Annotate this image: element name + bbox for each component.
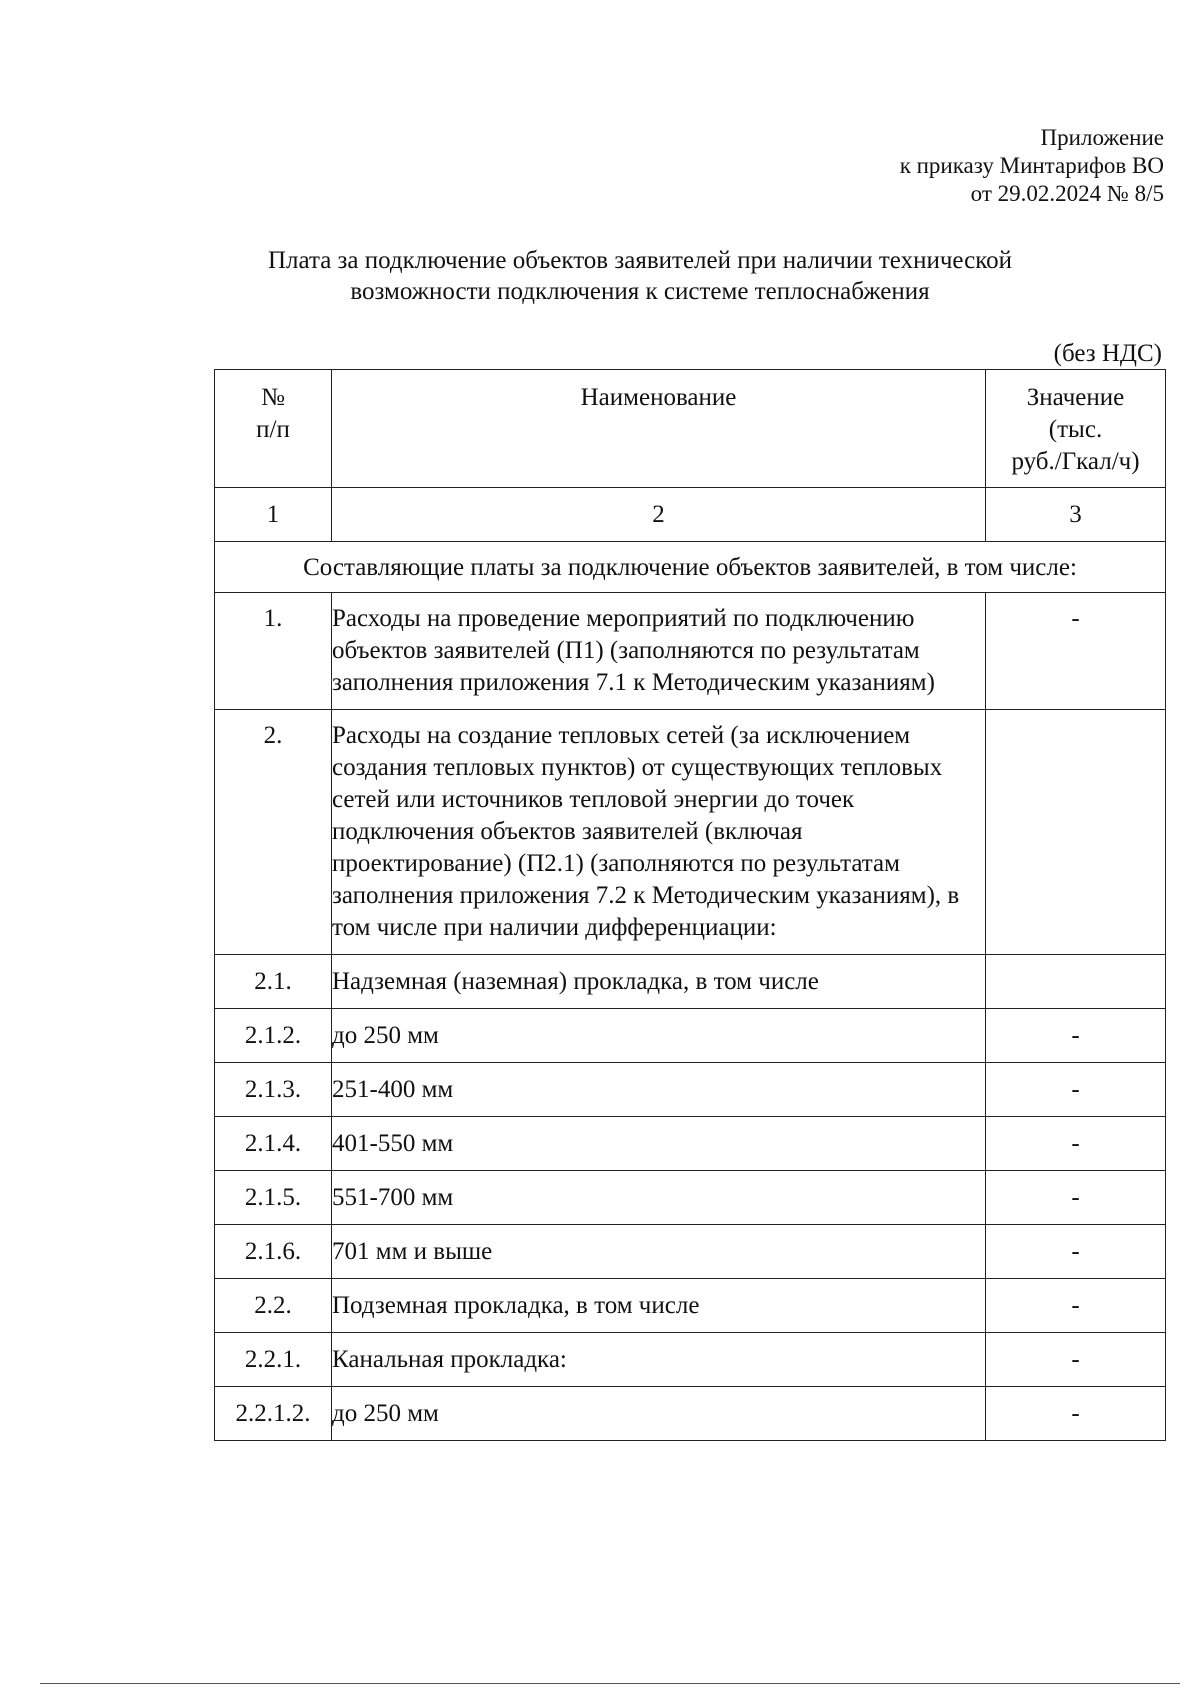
header-num-line-1: № <box>261 384 285 411</box>
row-value-cell <box>986 710 1166 955</box>
row-num-cell: 2.2. <box>215 1279 332 1333</box>
row-value-cell: - <box>986 1225 1166 1279</box>
row-num-cell: 2.1.4. <box>215 1117 332 1171</box>
row-value-cell: - <box>986 1333 1166 1387</box>
row-value-cell: - <box>986 1279 1166 1333</box>
row-value-cell <box>986 955 1166 1009</box>
table-row <box>215 1225 1166 1279</box>
document-title <box>200 245 1080 307</box>
row-name-cell: 251-400 мм <box>332 1063 986 1117</box>
section-row <box>215 542 1166 593</box>
fee-table <box>214 369 1166 1441</box>
row-value-cell: - <box>986 1171 1166 1225</box>
table-row <box>215 955 1166 1009</box>
table-row <box>215 1009 1166 1063</box>
appendix-order-date: от 29.02.2024 № 8/5 <box>970 181 1164 206</box>
table-row <box>215 1063 1166 1117</box>
table-row <box>215 710 1166 955</box>
row-num-cell: 2.1.3. <box>215 1063 332 1117</box>
row-name-cell: 551-700 мм <box>332 1171 986 1225</box>
row-name-cell: Расходы на создание тепловых сетей (за исключением создания тепловых пунктов) от существующих тепловых сетей или источников тепловой энергии до точек подключения объектов заявителей (включая проектирование) (П2.1) (заполняются по результатам заполнения приложения 7.2 к Методическим указаниям), в том числе при наличии дифференциации: <box>332 710 986 955</box>
table-header-row <box>215 370 1166 488</box>
appendix-order-ref: к приказу Минтарифов ВО <box>899 153 1164 178</box>
column-number-1: 1 <box>215 488 332 542</box>
title-line-2: возможности подключения к системе теплоснабжения <box>350 278 930 305</box>
table-row <box>215 1279 1166 1333</box>
column-number-2: 2 <box>332 488 986 542</box>
header-value-line-3: руб./Гкал/ч) <box>1011 448 1140 475</box>
row-value-cell: - <box>986 593 1166 710</box>
row-num-cell: 2.2.1. <box>215 1333 332 1387</box>
row-name-cell: 401-550 мм <box>332 1117 986 1171</box>
row-name-cell: Канальная прокладка: <box>332 1333 986 1387</box>
page-bottom-rule <box>40 1683 1180 1684</box>
row-num-cell: 2.1.6. <box>215 1225 332 1279</box>
table-row <box>215 1171 1166 1225</box>
table-row <box>215 593 1166 710</box>
row-num-cell: 2.2.1.2. <box>215 1387 332 1441</box>
row-name-cell: Расходы на проведение мероприятий по подключению объектов заявителей (П1) (заполняются по результатам заполнения приложения 7.1 к Методическим указаниям) <box>332 593 986 710</box>
title-line-1: Плата за подключение объектов заявителей при наличии технической <box>268 247 1012 274</box>
header-num-line-2: п/п <box>256 416 290 443</box>
table-row <box>215 1333 1166 1387</box>
row-value-cell: - <box>986 1009 1166 1063</box>
row-name-cell: Надземная (наземная) прокладка, в том числе <box>332 955 986 1009</box>
fee-table-body <box>215 370 1166 1441</box>
row-name-cell: до 250 мм <box>332 1387 986 1441</box>
column-number-row <box>215 488 1166 542</box>
table-row <box>215 1117 1166 1171</box>
row-num-cell: 2.1.5. <box>215 1171 332 1225</box>
header-value-line-1: Значение <box>1026 384 1125 411</box>
row-name-cell: Подземная прокладка, в том числе <box>332 1279 986 1333</box>
header-value-cell <box>986 370 1166 488</box>
row-num-cell: 2.1. <box>215 955 332 1009</box>
row-num-cell: 2.1.2. <box>215 1009 332 1063</box>
section-title: Составляющие платы за подключение объектов заявителей, в том числе: <box>215 542 1166 593</box>
column-number-3: 3 <box>986 488 1166 542</box>
header-name-cell: Наименование <box>332 370 986 488</box>
table-row <box>215 1387 1166 1441</box>
header-value-line-2: (тыс. <box>1048 416 1103 443</box>
row-num-cell: 1. <box>215 593 332 710</box>
appendix-reference <box>900 124 1164 208</box>
row-value-cell: - <box>986 1063 1166 1117</box>
vat-note: (без НДС) <box>1053 340 1162 367</box>
row-value-cell: - <box>986 1117 1166 1171</box>
row-name-cell: до 250 мм <box>332 1009 986 1063</box>
row-value-cell: - <box>986 1387 1166 1441</box>
header-num-cell <box>215 370 332 488</box>
row-num-cell: 2. <box>215 710 332 955</box>
appendix-label: Приложение <box>1040 125 1164 150</box>
row-name-cell: 701 мм и выше <box>332 1225 986 1279</box>
